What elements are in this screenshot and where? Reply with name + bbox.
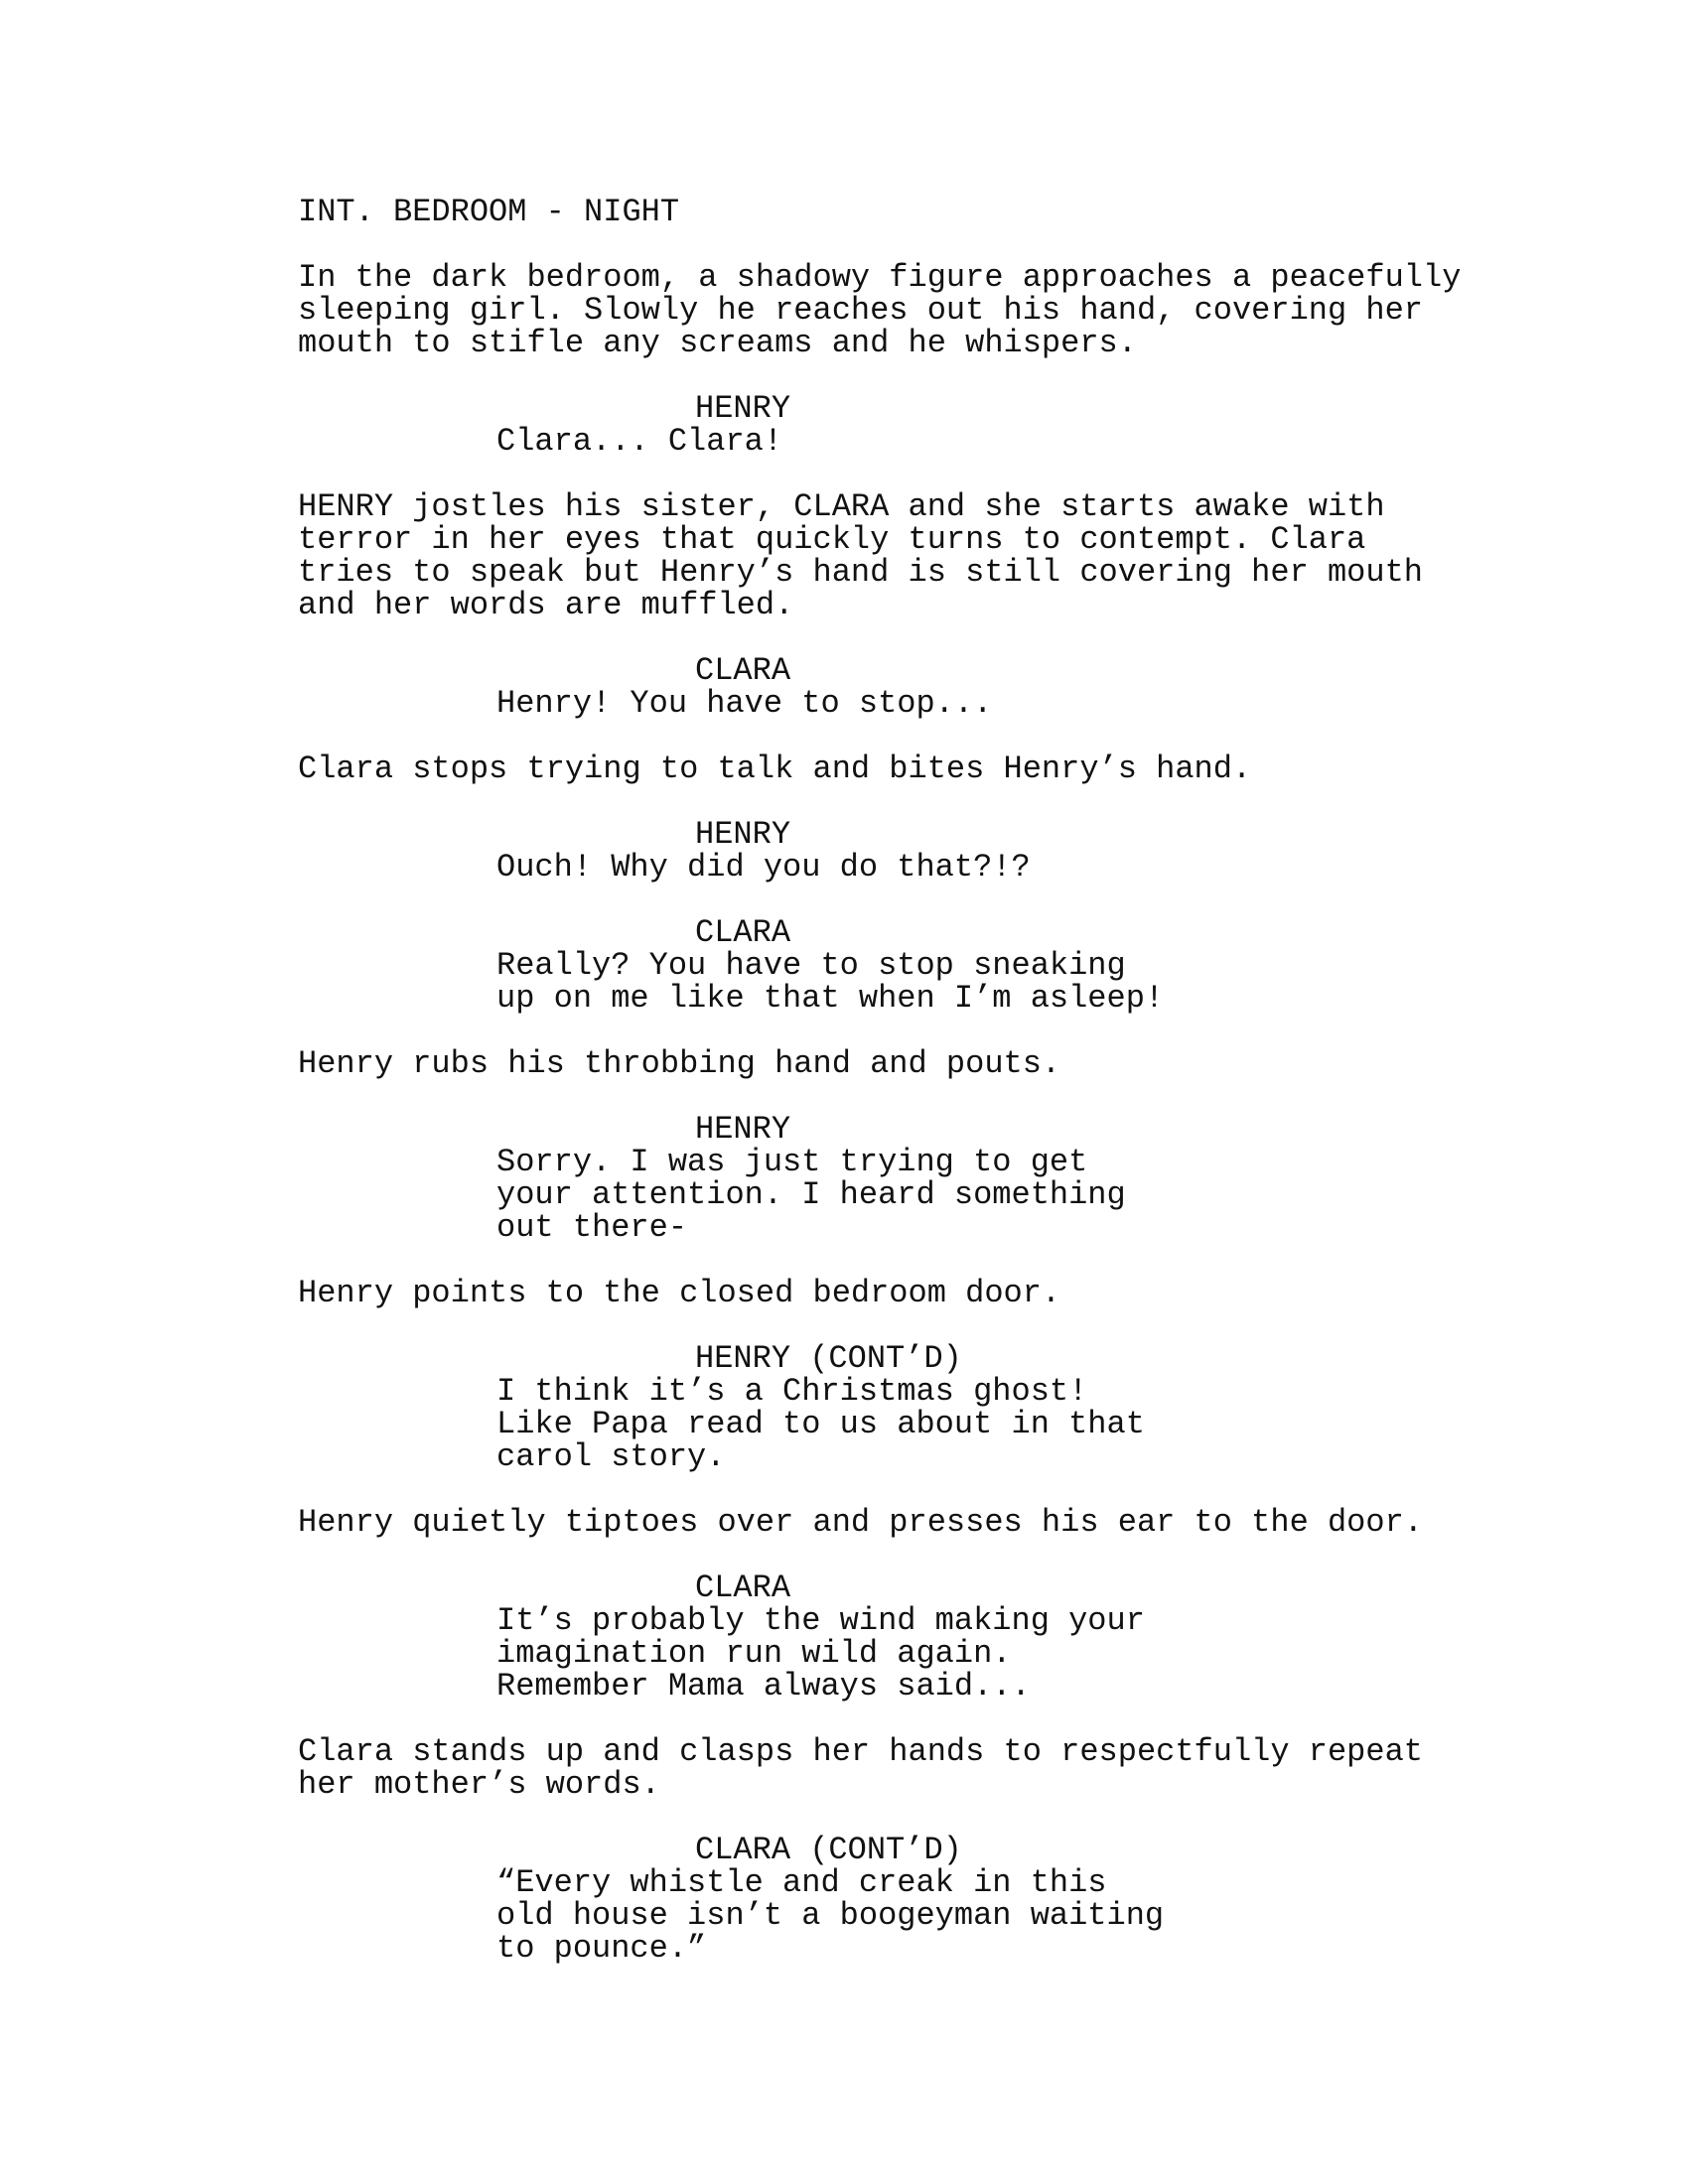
dialogue-block	[496, 1604, 1145, 1703]
dialogue-line: to pounce.”	[496, 1930, 707, 1967]
action-line: sleeping girl. Slowly he reaches out his hand, covering her	[298, 292, 1423, 329]
dialogue-line: your attention. I heard something	[496, 1176, 1126, 1213]
action-block	[298, 1735, 1423, 1801]
dialogue-line: Clara... Clara!	[496, 423, 783, 460]
dialogue-line: Like Papa read to us about in that	[496, 1406, 1145, 1442]
character-cue: HENRY (CONT’D)	[695, 1340, 962, 1377]
dialogue-block	[496, 1146, 1126, 1244]
action-block	[298, 1047, 1060, 1080]
action-line: Henry rubs his throbbing hand and pouts.	[298, 1045, 1061, 1082]
scene-heading: INT. BEDROOM - NIGHT	[298, 194, 680, 230]
dialogue-line: carol story.	[496, 1438, 726, 1475]
action-line: Clara stops trying to talk and bites Henry’s hand.	[298, 751, 1252, 787]
dialogue-block	[496, 949, 1164, 1015]
character-cue: CLARA	[695, 652, 791, 689]
dialogue-block	[496, 425, 782, 458]
action-line: terror in her eyes that quickly turns to contempt. Clara	[298, 521, 1366, 558]
action-line: tries to speak but Henry’s hand is still covering her mouth	[298, 554, 1423, 591]
action-block	[298, 1277, 1060, 1309]
dialogue-line: Henry! You have to stop...	[496, 685, 993, 722]
action-line: mouth to stifle any screams and he whispers.	[298, 325, 1137, 361]
action-block	[298, 490, 1423, 621]
action-line: Henry points to the closed bedroom door.	[298, 1275, 1061, 1311]
dialogue-line: Sorry. I was just trying to get	[496, 1144, 1088, 1180]
action-line: her mother’s words.	[298, 1766, 660, 1803]
dialogue-line: Ouch! Why did you do that?!?	[496, 849, 1031, 886]
dialogue-block	[496, 687, 992, 720]
action-line: HENRY jostles his sister, CLARA and she starts awake with	[298, 488, 1385, 525]
dialogue-block	[496, 1375, 1145, 1473]
character-cue: HENRY	[695, 1111, 791, 1148]
dialogue-line: out there-	[496, 1209, 688, 1246]
action-block	[298, 752, 1251, 785]
dialogue-block	[496, 851, 1031, 884]
action-line: and her words are muffled.	[298, 587, 794, 623]
dialogue-line: Remember Mama always said...	[496, 1668, 1031, 1705]
action-block	[298, 1506, 1423, 1539]
action-line: Henry quietly tiptoes over and presses his ear to the door.	[298, 1504, 1423, 1541]
character-cue: CLARA	[695, 1570, 791, 1606]
dialogue-line: imagination run wild again.	[496, 1635, 1012, 1672]
dialogue-line: up on me like that when I’m asleep!	[496, 980, 1165, 1017]
character-cue: CLARA (CONT’D)	[695, 1832, 962, 1868]
character-cue: HENRY	[695, 816, 791, 853]
dialogue-line: old house isn’t a boogeyman waiting	[496, 1897, 1165, 1934]
dialogue-block	[496, 1866, 1164, 1965]
dialogue-line: I think it’s a Christmas ghost!	[496, 1373, 1088, 1410]
character-cue: HENRY	[695, 390, 791, 427]
dialogue-line: It’s probably the wind making your	[496, 1602, 1145, 1639]
action-line: Clara stands up and clasps her hands to respectfully repeat	[298, 1733, 1423, 1770]
action-line: In the dark bedroom, a shadowy figure approaches a peacefully	[298, 259, 1462, 296]
action-block	[298, 261, 1461, 359]
dialogue-line: Really? You have to stop sneaking	[496, 947, 1126, 984]
dialogue-line: “Every whistle and creak in this	[496, 1864, 1107, 1901]
character-cue: CLARA	[695, 914, 791, 951]
